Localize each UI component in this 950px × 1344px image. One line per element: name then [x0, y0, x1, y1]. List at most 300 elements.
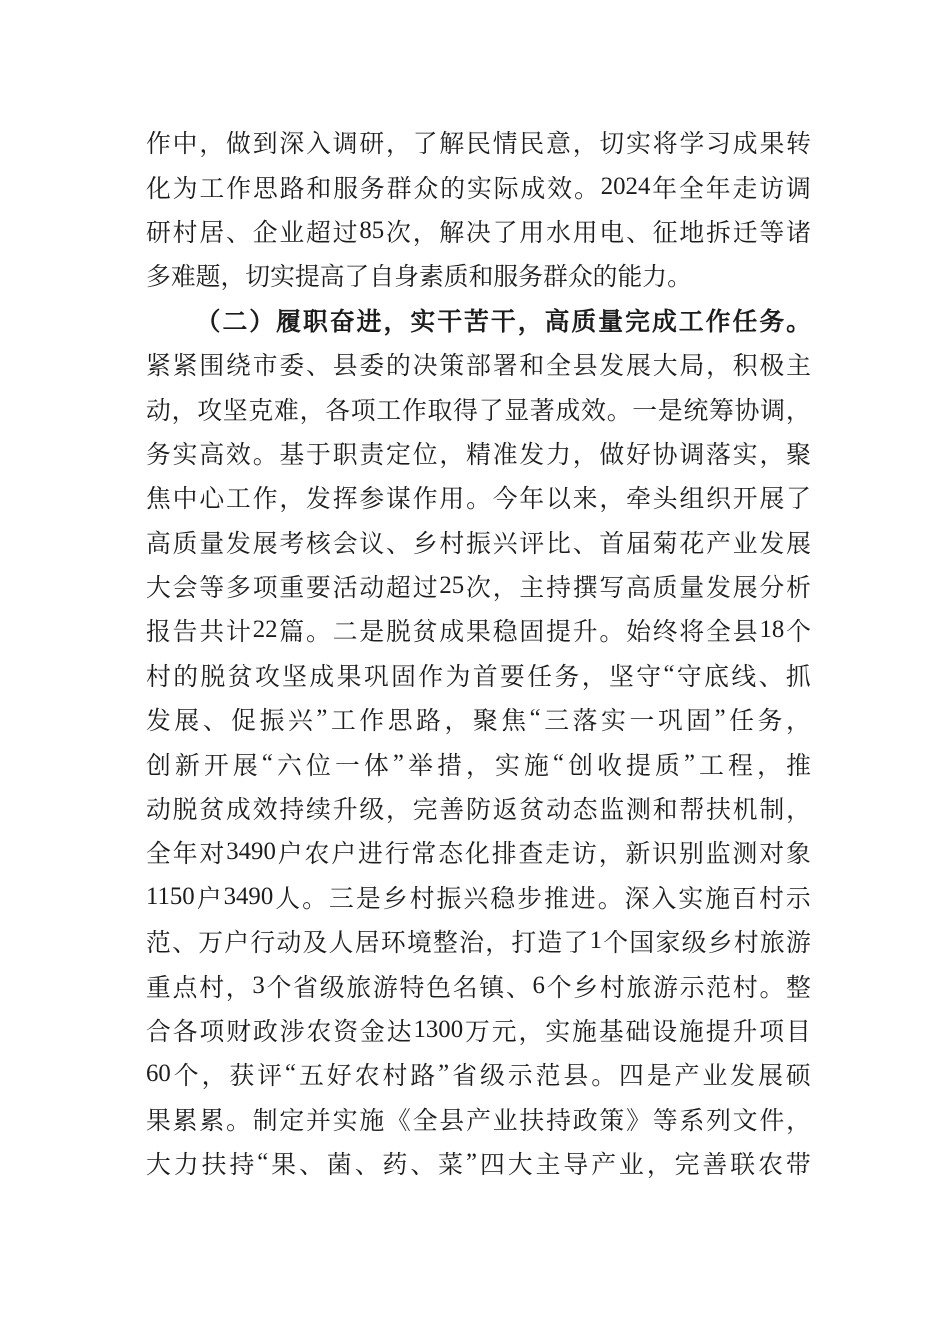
glyph: 环 — [380, 930, 406, 958]
glyph: 焦 — [146, 486, 171, 514]
glyph: 带 — [785, 1152, 811, 1180]
glyph: 业 — [492, 1107, 518, 1135]
glyph: 务 — [759, 308, 785, 336]
glyph: 兴 — [287, 708, 313, 736]
text-line — [146, 564, 811, 608]
glyph: 善 — [702, 1152, 728, 1180]
glyph: 落 — [572, 708, 598, 736]
glyph: ， — [444, 708, 470, 736]
glyph: 参 — [359, 486, 385, 514]
glyph: 完 — [674, 1152, 700, 1180]
glyph: 等 — [199, 575, 225, 603]
glyph: 乡 — [573, 974, 599, 1002]
glyph: 过 — [332, 219, 358, 247]
glyph: 情 — [492, 131, 518, 159]
glyph: 。 — [466, 486, 491, 514]
glyph: 果 — [336, 663, 362, 691]
glyph: 干 — [490, 308, 516, 336]
glyph: ” — [465, 1149, 477, 1177]
glyph: 续 — [306, 797, 331, 825]
glyph: 。 — [667, 264, 692, 292]
glyph: 体 — [363, 752, 389, 780]
glyph: 切 — [599, 131, 625, 159]
glyph: 分 — [759, 575, 785, 603]
glyph: 游 — [372, 974, 398, 1002]
glyph: 县 — [332, 353, 358, 381]
glyph: 研 — [146, 219, 171, 247]
glyph: 协 — [734, 397, 760, 425]
glyph: 固 — [519, 619, 545, 647]
glyph: 。 — [574, 175, 599, 203]
glyph: 、 — [299, 1152, 324, 1180]
glyph: 、 — [410, 1152, 436, 1180]
glyph: 和 — [519, 353, 545, 381]
glyph: 持 — [229, 1152, 255, 1180]
glyph: 定 — [279, 1107, 305, 1135]
glyph: 振 — [466, 530, 491, 558]
glyph: 统 — [683, 397, 709, 425]
glyph: 项 — [350, 397, 376, 425]
glyph: 巩 — [363, 663, 389, 691]
glyph: ， — [599, 486, 625, 514]
glyph: 将 — [652, 131, 678, 159]
glyph: 累 — [199, 1107, 225, 1135]
text-line — [146, 963, 811, 1007]
glyph: 写 — [599, 575, 625, 603]
glyph: 6 — [532, 971, 545, 999]
glyph: 作 — [359, 708, 385, 736]
glyph: ， — [706, 353, 731, 381]
glyph: ） — [249, 308, 275, 336]
glyph: 量 — [598, 308, 624, 336]
glyph: 治 — [459, 930, 484, 958]
glyph: 底 — [704, 663, 729, 691]
glyph: 进 — [570, 885, 596, 913]
glyph: 村 — [172, 219, 198, 247]
glyph: ” — [316, 705, 328, 733]
glyph: 。 — [306, 619, 331, 647]
glyph: 目 — [786, 1019, 811, 1046]
glyph: 水 — [546, 219, 571, 247]
glyph: 各 — [325, 397, 350, 425]
glyph: 级 — [359, 797, 385, 825]
glyph: 村 — [409, 885, 435, 913]
glyph: 的 — [173, 663, 199, 691]
glyph: 全 — [546, 353, 571, 381]
glyph: 挥 — [332, 486, 358, 514]
glyph: 量 — [199, 530, 225, 558]
glyph: 3490 — [223, 882, 274, 910]
glyph: 2024 — [600, 172, 651, 200]
glyph: ， — [598, 841, 624, 869]
text-line — [146, 875, 811, 919]
glyph: 工 — [699, 752, 724, 780]
glyph: ” — [714, 705, 726, 733]
glyph: 素 — [418, 264, 444, 292]
glyph: 实 — [601, 708, 626, 736]
glyph: 村 — [199, 974, 224, 1002]
glyph: 业 — [619, 1152, 644, 1180]
glyph: 任 — [527, 663, 553, 691]
glyph: 1 — [589, 927, 602, 955]
glyph: 聚 — [786, 441, 811, 469]
text-line — [146, 608, 811, 652]
glyph: 合 — [146, 1019, 171, 1046]
glyph: 产 — [466, 1107, 491, 1135]
glyph: 务 — [757, 708, 783, 736]
glyph: 超 — [306, 219, 331, 247]
glyph: 解 — [439, 219, 465, 247]
glyph: 重 — [146, 974, 171, 1002]
glyph: 绕 — [226, 353, 251, 381]
glyph: 业 — [279, 219, 305, 247]
glyph: 评 — [257, 1063, 283, 1091]
glyph: 身 — [394, 264, 419, 292]
glyph: 监 — [599, 797, 625, 825]
glyph: 脱 — [386, 619, 411, 647]
glyph: 制 — [759, 797, 785, 825]
glyph: 监 — [705, 841, 731, 869]
glyph: 等 — [759, 219, 785, 247]
glyph: 金 — [360, 1019, 385, 1046]
glyph: 花 — [679, 530, 705, 558]
glyph: 聚 — [472, 708, 498, 736]
glyph: 户 — [196, 885, 222, 913]
glyph: 万 — [465, 1019, 490, 1046]
glyph: 设 — [652, 1019, 678, 1046]
glyph: 成 — [651, 308, 677, 336]
glyph: 大 — [507, 1152, 533, 1180]
glyph: 巩 — [657, 708, 683, 736]
glyph: ， — [572, 131, 598, 159]
glyph: 务 — [554, 663, 580, 691]
glyph: 个 — [173, 1063, 199, 1091]
glyph: 名 — [452, 974, 478, 1002]
glyph: 施 — [572, 1019, 597, 1046]
glyph: 比 — [546, 530, 571, 558]
glyph: 60 — [146, 1060, 171, 1088]
glyph: ， — [785, 708, 811, 736]
glyph: 固 — [686, 708, 712, 736]
glyph: 并 — [306, 1107, 331, 1135]
glyph: 、 — [572, 530, 598, 558]
glyph: 村 — [759, 885, 784, 913]
glyph: 是 — [657, 397, 683, 425]
glyph: 别 — [679, 841, 704, 869]
glyph: 村 — [733, 930, 759, 958]
glyph: 牵 — [626, 486, 651, 514]
glyph: 苦 — [464, 308, 489, 336]
glyph: 促 — [231, 708, 256, 736]
glyph: 好 — [326, 1063, 352, 1091]
glyph: 发 — [730, 1063, 756, 1091]
glyph: 个 — [603, 930, 629, 958]
glyph: 。 — [226, 1107, 251, 1135]
glyph: ， — [517, 308, 543, 336]
glyph: 振 — [436, 885, 462, 913]
glyph: 菜 — [438, 1152, 463, 1180]
glyph: 稳 — [490, 885, 516, 913]
glyph: 了 — [412, 131, 438, 159]
text-line — [146, 120, 811, 164]
glyph: 础 — [625, 1019, 651, 1046]
glyph: 居 — [354, 930, 380, 958]
glyph: 达 — [386, 1019, 412, 1046]
glyph: 电 — [599, 219, 625, 247]
glyph: 紧 — [172, 353, 198, 381]
glyph: 效 — [252, 797, 278, 825]
glyph: 。 — [597, 885, 623, 913]
glyph: 攻 — [197, 397, 222, 425]
glyph: 务 — [146, 441, 171, 469]
glyph: 入 — [651, 885, 677, 913]
glyph: 守 — [676, 663, 702, 691]
glyph: 发 — [706, 575, 731, 603]
glyph: 测 — [732, 841, 758, 869]
glyph: 际 — [493, 175, 519, 203]
glyph: 头 — [652, 486, 678, 514]
glyph: 了 — [563, 930, 589, 958]
glyph: 届 — [626, 530, 651, 558]
glyph: 工 — [330, 708, 356, 736]
glyph: 范 — [706, 974, 732, 1002]
glyph: 贫 — [199, 797, 225, 825]
glyph: 大 — [146, 575, 171, 603]
glyph: 整 — [786, 974, 811, 1002]
glyph: 。 — [786, 308, 811, 336]
glyph: 能 — [617, 264, 643, 292]
glyph: 二 — [222, 308, 248, 336]
glyph: 持 — [546, 1107, 571, 1135]
glyph: 调 — [332, 131, 358, 159]
glyph: 一 — [632, 397, 658, 425]
glyph: 全 — [146, 841, 171, 869]
glyph: 新 — [625, 841, 651, 869]
glyph: 研 — [359, 131, 385, 159]
glyph: ” — [392, 749, 404, 777]
glyph: 位 — [412, 441, 438, 469]
glyph: 报 — [146, 619, 171, 647]
glyph: ， — [581, 663, 607, 691]
glyph: 及 — [302, 930, 328, 958]
glyph: 县 — [732, 619, 758, 647]
glyph: 效 — [581, 397, 606, 425]
glyph: 、 — [354, 1152, 380, 1180]
glyph: 排 — [491, 841, 517, 869]
glyph: ， — [171, 397, 197, 425]
text-line — [146, 1097, 811, 1141]
glyph: 基 — [598, 1019, 624, 1046]
glyph: 积 — [732, 353, 758, 381]
glyph: 举 — [408, 752, 433, 780]
glyph: 四 — [619, 1063, 644, 1091]
glyph: 制 — [252, 1107, 278, 1135]
glyph: 效 — [226, 441, 251, 469]
glyph: 实 — [270, 264, 295, 292]
glyph: 施 — [359, 1107, 385, 1135]
glyph: 85 — [359, 216, 385, 244]
glyph: 撰 — [572, 575, 598, 603]
glyph: 国 — [629, 930, 655, 958]
glyph: 年 — [652, 175, 678, 203]
glyph: ， — [757, 752, 782, 780]
glyph: 职 — [302, 308, 328, 336]
glyph: 产 — [591, 1152, 617, 1180]
glyph: ， — [646, 1152, 672, 1180]
glyph: 开 — [203, 752, 229, 780]
glyph: 实 — [626, 131, 651, 159]
glyph: 实 — [678, 885, 704, 913]
glyph: 成 — [520, 175, 546, 203]
glyph: 用 — [572, 219, 598, 247]
glyph: 析 — [786, 575, 811, 603]
glyph: 善 — [439, 797, 465, 825]
glyph: 返 — [492, 797, 518, 825]
glyph: 创 — [568, 752, 593, 780]
glyph: 果 — [466, 619, 491, 647]
glyph: 议 — [359, 530, 385, 558]
glyph: ， — [786, 1107, 811, 1135]
glyph: 高 — [319, 264, 345, 292]
glyph: 农 — [758, 1152, 783, 1180]
glyph: 实 — [172, 441, 198, 469]
glyph: 工 — [376, 397, 402, 425]
glyph: 一 — [334, 752, 360, 780]
glyph: 展 — [174, 708, 200, 736]
glyph: 职 — [332, 441, 358, 469]
glyph: 坚 — [282, 663, 307, 691]
glyph: 题 — [195, 264, 221, 292]
glyph: 进 — [358, 841, 383, 869]
glyph: 意 — [546, 131, 571, 159]
glyph: 实 — [732, 441, 758, 469]
glyph: 著 — [529, 397, 555, 425]
glyph: 将 — [679, 619, 705, 647]
glyph: 药 — [382, 1152, 408, 1180]
glyph: 1300 — [413, 1016, 464, 1043]
glyph: 涉 — [279, 1019, 305, 1046]
glyph: 持 — [279, 797, 305, 825]
glyph: 是 — [355, 885, 381, 913]
glyph: 行 — [384, 841, 410, 869]
glyph: 质 — [443, 264, 469, 292]
glyph: 项 — [759, 1019, 785, 1046]
glyph: 量 — [679, 575, 705, 603]
glyph: 决 — [412, 353, 438, 381]
glyph: 步 — [517, 885, 542, 913]
glyph: 解 — [439, 131, 465, 159]
glyph: 为 — [172, 175, 198, 203]
glyph: 村 — [439, 530, 465, 558]
glyph: 得 — [453, 397, 478, 425]
glyph: 作 — [226, 175, 252, 203]
glyph: 是 — [359, 619, 385, 647]
glyph: 工 — [199, 175, 225, 203]
glyph: 实 — [495, 752, 520, 780]
text-line — [146, 919, 811, 963]
glyph: 极 — [759, 353, 785, 381]
glyph: 民 — [466, 131, 491, 159]
glyph: ， — [518, 1019, 544, 1046]
text-line — [146, 386, 811, 430]
glyph: 村 — [382, 1063, 408, 1091]
glyph: 。 — [252, 441, 278, 469]
glyph: 组 — [679, 486, 705, 514]
glyph: 心 — [199, 486, 225, 514]
glyph: 果 — [759, 131, 785, 159]
glyph: 菊 — [652, 530, 678, 558]
glyph: 六 — [277, 752, 302, 780]
glyph: 户 — [277, 841, 303, 869]
glyph: 展 — [252, 530, 278, 558]
glyph: 件 — [759, 1107, 785, 1135]
glyph: 服 — [333, 175, 359, 203]
glyph: 居 — [199, 219, 225, 247]
glyph: 、 — [226, 219, 251, 247]
glyph: 县 — [563, 1063, 589, 1091]
glyph: 署 — [492, 353, 518, 381]
glyph: 责 — [359, 441, 385, 469]
glyph: 一 — [629, 708, 655, 736]
glyph: 告 — [172, 619, 198, 647]
glyph: 路 — [279, 175, 305, 203]
glyph: 化 — [146, 175, 171, 203]
glyph: 终 — [652, 619, 678, 647]
glyph: 、 — [386, 530, 411, 558]
glyph: 众 — [567, 264, 593, 292]
glyph: 兴 — [492, 530, 518, 558]
glyph: 、 — [505, 974, 531, 1002]
glyph: 地 — [679, 219, 705, 247]
glyph: 多 — [226, 575, 251, 603]
glyph: 联 — [730, 1152, 756, 1180]
text-line — [146, 431, 811, 475]
glyph: 成 — [732, 131, 758, 159]
glyph: “ — [663, 660, 675, 688]
glyph: 的 — [592, 264, 618, 292]
glyph: 了 — [344, 264, 370, 292]
glyph: 升 — [572, 619, 598, 647]
glyph: 3490 — [226, 838, 276, 866]
glyph: 省 — [293, 974, 318, 1002]
glyph: 众 — [413, 175, 439, 203]
glyph: ， — [199, 131, 225, 159]
glyph: 农 — [304, 841, 330, 869]
glyph: 来 — [572, 486, 598, 514]
glyph: 果 — [271, 1152, 297, 1180]
glyph: 文 — [732, 1107, 758, 1135]
glyph: 策 — [439, 353, 465, 381]
glyph: 识 — [652, 841, 678, 869]
glyph: 扶 — [519, 1107, 545, 1135]
glyph: 22 — [252, 616, 278, 644]
glyph: 村 — [146, 663, 171, 691]
glyph: 固 — [391, 663, 416, 691]
glyph: 自 — [369, 264, 395, 292]
glyph: 质 — [571, 308, 597, 336]
glyph: 完 — [412, 797, 438, 825]
glyph: 财 — [226, 1019, 252, 1046]
glyph: 作 — [418, 663, 444, 691]
glyph: 切 — [245, 264, 271, 292]
glyph: 兴 — [463, 885, 489, 913]
glyph: 克 — [248, 397, 274, 425]
glyph: 三 — [544, 708, 570, 736]
glyph: 常 — [411, 841, 437, 869]
glyph: 访 — [572, 841, 597, 869]
glyph: ， — [786, 797, 811, 825]
glyph: 旅 — [346, 974, 372, 1002]
